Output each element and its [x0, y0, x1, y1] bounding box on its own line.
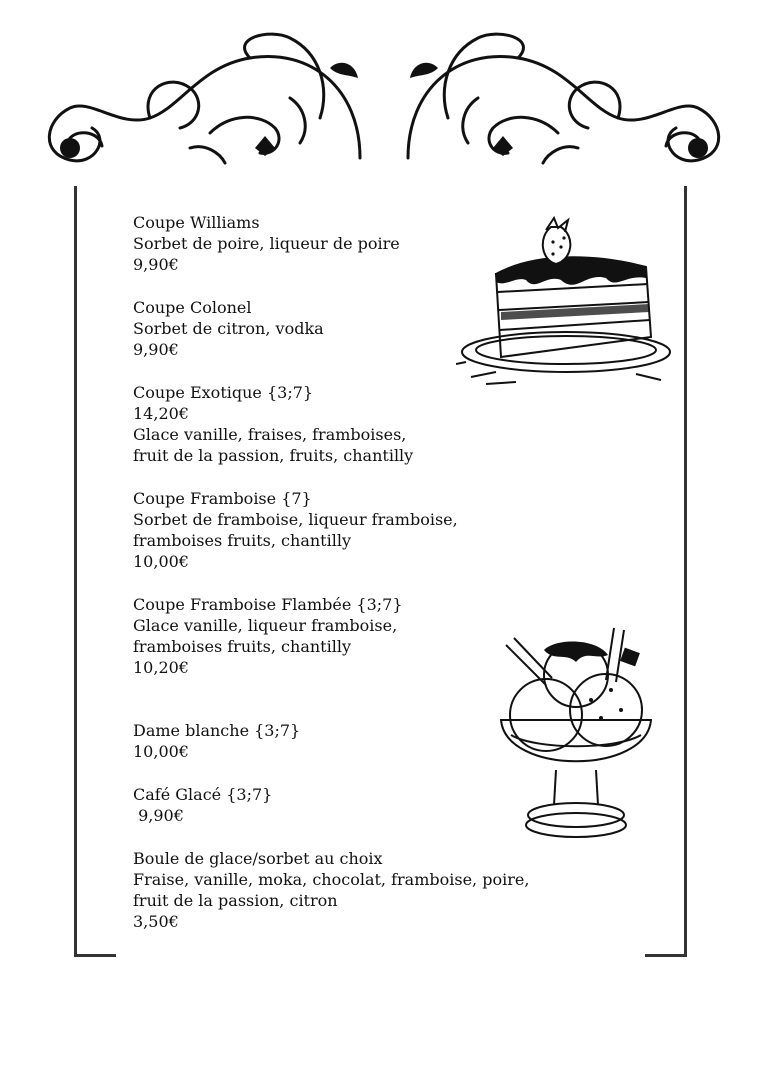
menu-item-price: 9,90€ — [133, 340, 179, 359]
menu-item-coupe-framboise-flambee — [133, 594, 603, 678]
menu-item-name: Café Glacé {3;7} — [133, 785, 273, 804]
menu-item-price: 10,00€ — [133, 742, 189, 761]
menu-item-price: 10,20€ — [133, 658, 189, 677]
menu-item-price: 9,90€ — [133, 806, 184, 825]
menu-item-name: Coupe Williams — [133, 213, 260, 232]
frame-left-border — [74, 186, 77, 956]
frame-bottom-right-corner — [645, 954, 687, 957]
menu-item-name: Boule de glace/sorbet au choix — [133, 849, 383, 868]
menu-item-description: Sorbet de framboise, liqueur framboise, — [133, 510, 458, 529]
menu-item-description: framboises fruits, chantilly — [133, 531, 351, 550]
menu-item-name: Coupe Colonel — [133, 298, 252, 317]
baroque-ornament-icon — [30, 28, 738, 166]
menu-item-price: 10,00€ — [133, 552, 189, 571]
frame-bottom-left-corner — [74, 954, 116, 957]
menu-item-boule-de-glace — [133, 848, 603, 932]
menu-item-name: Coupe Framboise {7} — [133, 489, 312, 508]
menu-item-name: Coupe Exotique {3;7} — [133, 383, 314, 402]
menu-item-price: 3,50€ — [133, 912, 179, 931]
menu-item-description: Glace vanille, fraises, framboises, — [133, 425, 407, 444]
menu-item-coupe-framboise — [133, 488, 603, 572]
menu-item-description: framboises fruits, chantilly — [133, 637, 351, 656]
menu-item-description: Fraise, vanille, moka, chocolat, framboise, poire, — [133, 870, 530, 889]
frame-right-border — [684, 186, 687, 956]
menu-item-description: Glace vanille, liqueur framboise, — [133, 616, 398, 635]
menu-item-dame-blanche — [133, 720, 603, 762]
menu-item-description: fruit de la passion, citron — [133, 891, 338, 910]
menu-item-description: Sorbet de citron, vodka — [133, 319, 324, 338]
menu-item-coupe-exotique — [133, 382, 603, 466]
menu-item-description: fruit de la passion, fruits, chantilly — [133, 446, 414, 465]
menu-item-name: Dame blanche {3;7} — [133, 721, 301, 740]
menu-item-description: Sorbet de poire, liqueur de poire — [133, 234, 400, 253]
menu-item-price: 9,90€ — [133, 255, 179, 274]
menu-item-coupe-williams — [133, 212, 603, 275]
menu-item-price: 14,20€ — [133, 404, 189, 423]
menu-item-cafe-glace — [133, 784, 603, 826]
menu-list — [133, 212, 603, 954]
menu-item-coupe-colonel — [133, 297, 603, 360]
menu-item-name: Coupe Framboise Flambée {3;7} — [133, 595, 403, 614]
